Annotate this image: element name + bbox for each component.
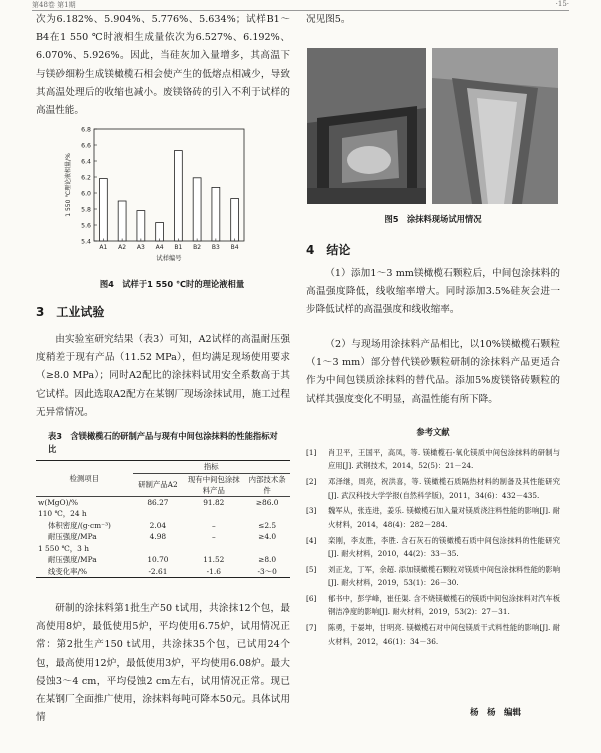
table3-col-a2: 研制产品A2 xyxy=(133,473,184,496)
reference-number: [3] xyxy=(306,506,317,516)
x-tick-label: B2 xyxy=(193,244,202,251)
section3-title: 3 工业试验 xyxy=(36,305,105,319)
reference-list xyxy=(306,446,560,650)
table-cell-a2: 86.27 xyxy=(147,497,169,507)
y-tick-label: 6.6 xyxy=(81,142,91,150)
bar xyxy=(174,151,182,241)
table-cell-cur: – xyxy=(211,520,216,530)
table-row xyxy=(36,520,290,532)
table-cell-a2 xyxy=(133,543,184,555)
running-header-left: 第48卷 第1期 xyxy=(32,1,76,9)
reference-text: 邓泽继，周亮，祝洪喜，等. 镁橄榄石质隔热材料的制备及其性能研究[J]. 武汉科技大学学报(自然科学版)，2011，34(6)：432－435. xyxy=(328,477,560,500)
table-cell-spec xyxy=(244,508,290,520)
table3 xyxy=(36,460,290,578)
table-cell-item: 耐压强度/MPa xyxy=(48,555,97,565)
fig5-caption: 图5 涂抹料现场试用情况 xyxy=(384,214,482,224)
table-cell-cur: 91.82 xyxy=(203,497,225,507)
plot-frame xyxy=(94,129,244,241)
table3-col-spec: 内部技术条件 xyxy=(244,473,290,496)
table-cell-spec xyxy=(244,543,290,555)
table-cell-item: w(MgO)/% xyxy=(38,497,78,507)
x-tick-label: B4 xyxy=(230,244,239,251)
table-row xyxy=(36,566,290,578)
reference-item xyxy=(306,475,560,502)
references-title: 参考文献 xyxy=(416,427,450,437)
table-cell-spec: ≥8.0 xyxy=(258,555,277,565)
fig4-caption: 图4 试样于1 550 ℃时的理论液相量 xyxy=(99,279,245,289)
fig5-photo-right xyxy=(432,48,558,204)
reference-text: 郁书中，彭学峰，崔任渠. 含不烧镁橄榄石的镁质中间包涂抹料对汽车板钢洁净度的影响[J]. 耐火材料，2019，53(2)：27－31. xyxy=(328,594,560,617)
y-tick-label: 6.8 xyxy=(81,126,91,134)
table-cell-cur xyxy=(183,508,244,520)
table-cell-cur: -1.6 xyxy=(183,566,244,578)
reference-text: 魏军从，张连进，姜乐. 镁橄榄石加入量对镁质浇注料性能的影响[J]. 耐火材料，2014，48(4)：282－284. xyxy=(328,506,560,529)
trial-paragraph: 研制的涂抹料第1批生产50 t试用，共涂抹12个包，最高使用8炉，最低使用5炉，平均使用6.75炉，试用情况正常：第2批生产150 t试用，共涂抹35个包，已试用24个包，最高使用12炉，最低使用3炉，平均使用6.08炉。最大侵蚀3～4 cm，平均侵蚀2 cm左右，试用情况正常。现已在某钢厂全面推广使用，涂抹料每吨可降本50元。具体试用情 xyxy=(36,603,290,724)
table-row xyxy=(36,508,290,520)
table-row xyxy=(36,554,290,566)
liquid-phase-bar-chart xyxy=(60,125,270,275)
table-cell-spec: ≥86.0 xyxy=(255,497,279,507)
table3-col-current: 现有中间包涂抹料产品 xyxy=(183,473,244,496)
y-axis-label: 1 550 ℃理论液相量/% xyxy=(65,153,72,217)
bar xyxy=(99,179,107,241)
bar xyxy=(137,211,145,241)
conclusion-2: （2）与现场用涂抹料产品相比，以10%镁橄榄石颗粒（1～3 mm）部分替代镁砂颗粒研制的涂抹料产品更适合作为中间包镁质涂抹料的替代品。添加5%废镁铬砖颗粒的试样其强度变化不明显，高温性能有所下降。 xyxy=(306,339,560,405)
reference-item xyxy=(306,621,560,648)
table-cell-item: 耐压强度/MPa xyxy=(48,532,97,542)
reference-item xyxy=(306,534,560,561)
table-cell-a2: 4.98 xyxy=(149,532,167,542)
table-cell-item: 线变化率/% xyxy=(36,566,133,578)
table-cell-cur: – xyxy=(211,532,216,542)
table3-col-item: 检测项目 xyxy=(36,461,133,497)
conclusion-1: （1）添加1～3 mm镁橄榄石颗粒后，中间包涂抹料的高温强度降低，线收缩率增大。同时添加3.5%硅灰会进一步降低试样的高温强度和线收缩率。 xyxy=(306,268,560,316)
x-axis-label: 试样编号 xyxy=(156,255,182,262)
table3-header-group: 指标 xyxy=(133,461,290,474)
reference-text: 陈勇，于晏坤，甘明亮. 镁橄榄石对中间包镁质干式料性能的影响[J]. 耐火材料，2012，46(1)：34－36. xyxy=(328,623,560,646)
table-cell-a2 xyxy=(133,508,184,520)
table-cell-a2: 2.04 xyxy=(149,520,167,530)
table-cell-spec: -3～0 xyxy=(244,566,290,578)
reference-item xyxy=(306,446,560,473)
table-row xyxy=(36,496,290,508)
y-tick-label: 6.0 xyxy=(81,190,91,198)
table-cell-spec: ≤2.5 xyxy=(258,520,277,530)
y-tick-label: 5.4 xyxy=(81,238,91,246)
table-cell-item: 体积密度/(g·cm⁻³) xyxy=(48,520,111,530)
y-tick-label: 6.4 xyxy=(81,158,91,166)
reference-item xyxy=(306,592,560,619)
table3-caption: 表3 含镁橄榄石的研制产品与现有中间包涂抹料的性能指标对比 xyxy=(48,431,278,454)
reference-item xyxy=(306,563,560,590)
x-tick-label: A1 xyxy=(99,244,108,251)
x-tick-label: B1 xyxy=(174,244,183,251)
bar xyxy=(118,201,126,241)
table-cell-item: 1 550 ℃，3 h xyxy=(38,543,89,553)
reference-number: [2] xyxy=(306,477,317,487)
bar xyxy=(231,199,239,241)
table-row xyxy=(36,543,290,555)
table-row xyxy=(36,531,290,543)
running-header-right: ·15· xyxy=(555,0,569,8)
fig5-photo-left xyxy=(307,48,426,204)
x-tick-label: A3 xyxy=(136,244,145,251)
table-cell-cur xyxy=(183,543,244,555)
reference-item xyxy=(306,504,560,531)
left-intro-paragraph: 次为6.182%、5.904%、5.776%、5.634%；试样B1～B4在1 550 ℃时液相生成量依次为6.527%、6.192%、6.070%、5.926%。因此，当硅灰加入量增多，其高温下与镁砂细粉生成镁橄榄石相会使产生的低熔点相减少，导致其高温处理后的收缩也减小。废镁铬砖的引入不利于试样的高温性能。 xyxy=(36,14,290,117)
y-tick-label: 5.8 xyxy=(81,206,91,214)
reference-text: 刘正龙，丁军，余超. 添加镁橄榄石颗粒对镁质中间包涂抹料性能的影响[J]. 耐火材料，2019，53(1)：26－30. xyxy=(328,564,560,588)
table-cell-a2: -2.61 xyxy=(133,566,184,578)
reference-text: 肖卫平，王国平，高凤，等. 镁橄榄石-氧化镁质中间包涂抹料的研制与应用[J]. 武钢技术，2014，52(5)：21－24. xyxy=(328,448,560,471)
reference-number: [1] xyxy=(306,448,317,457)
reference-number: [4] xyxy=(306,535,317,545)
table-cell-spec: ≥4.0 xyxy=(258,532,277,542)
table-cell-cur: 11.52 xyxy=(203,555,225,565)
x-tick-label: A4 xyxy=(155,244,164,251)
x-tick-label: A2 xyxy=(118,244,127,251)
reference-number: [6] xyxy=(306,594,317,604)
table-cell-a2: 10.70 xyxy=(147,555,169,565)
reference-number: [7] xyxy=(306,623,317,633)
editor-signature: 杨 杨 编辑 xyxy=(470,708,522,718)
section4-title: 4 结论 xyxy=(306,243,351,257)
table-cell-item: 110 ℃，24 h xyxy=(38,509,87,519)
reference-number: [5] xyxy=(306,564,317,574)
y-tick-label: 6.2 xyxy=(81,174,91,182)
bar xyxy=(193,178,201,241)
reference-text: 栾刚，李友胜，李胜. 含石灰石的镁橄榄石质中间包涂抹料的性能研究[J]. 耐火材料，2010，44(2)：33－35. xyxy=(328,535,560,559)
y-tick-label: 5.6 xyxy=(81,222,91,230)
bar xyxy=(156,223,164,241)
right-intro-text: 况见图5。 xyxy=(306,14,351,25)
section3-paragraph: 由实验室研究结果（表3）可知，A2试样的高温耐压强度稍差于现有产品（11.52 MPa），但均满足现场使用要求（≥8.0 MPa）；同时A2配比的涂抹料试用安全系数高于其它试样。因此选取A2配方在某钢厂现场涂抹试用，施工过程无异常情况。 xyxy=(36,334,290,418)
x-tick-label: B3 xyxy=(211,244,220,251)
bar xyxy=(212,187,220,241)
